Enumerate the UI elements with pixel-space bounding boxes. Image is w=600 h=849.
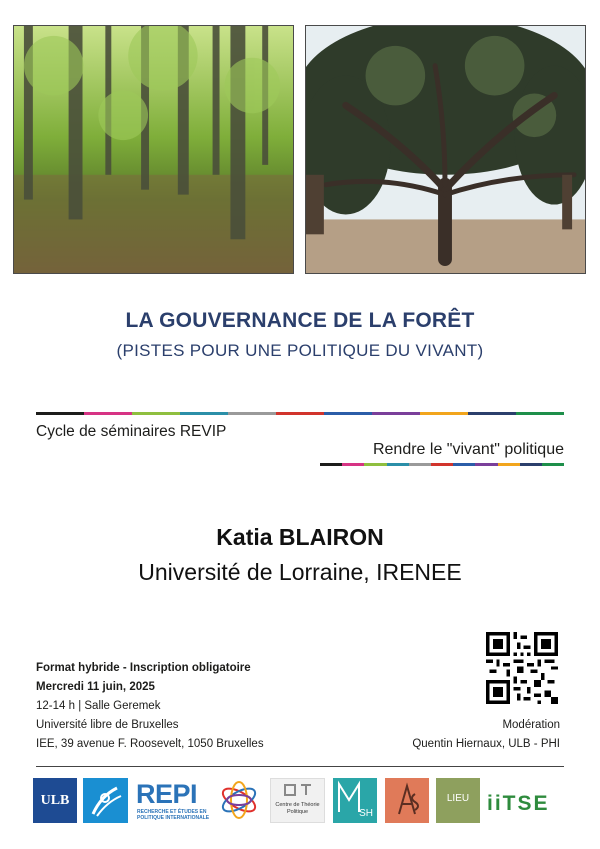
event-title: LA GOUVERNANCE DE LA FORÊT bbox=[125, 309, 475, 332]
moderator-name: Quentin Hiernaux, ULB - PHI bbox=[412, 738, 560, 750]
stripe-segment bbox=[520, 463, 542, 466]
event-address: IEE, 39 avenue F. Roosevelt, 1050 Bruxelles bbox=[36, 738, 264, 750]
msh-logo: SH bbox=[333, 778, 377, 823]
stripe-segment bbox=[516, 412, 564, 415]
stripe-segment bbox=[431, 463, 453, 466]
stripe-segment bbox=[320, 463, 342, 466]
color-stripe-bottom bbox=[320, 463, 564, 466]
stripe-segment bbox=[228, 412, 276, 415]
eas-logo bbox=[385, 778, 429, 823]
stripe-segment bbox=[84, 412, 132, 415]
seminar-theme: Rendre le "vivant" politique bbox=[372, 441, 564, 458]
ulb-mark-logo bbox=[83, 778, 128, 823]
moderation-label: Modération bbox=[502, 719, 560, 731]
color-stripe-top bbox=[36, 412, 564, 415]
seminar-cycle: Cycle de séminaires REVIP bbox=[36, 423, 227, 440]
oak-tree-photo bbox=[305, 25, 586, 274]
speaker-name: Katia BLAIRON bbox=[216, 524, 384, 550]
stripe-segment bbox=[372, 412, 420, 415]
stripe-segment bbox=[498, 463, 520, 466]
footer-divider bbox=[36, 766, 564, 767]
ctp-logo: Centre de Théorie Politique bbox=[270, 778, 325, 823]
event-date: Mercredi 11 juin, 2025 bbox=[36, 681, 155, 693]
stripe-segment bbox=[409, 463, 431, 466]
knot-logo bbox=[214, 778, 264, 823]
event-subtitle: (PISTES POUR UNE POLITIQUE DU VIVANT) bbox=[116, 341, 484, 360]
stripe-segment bbox=[453, 463, 475, 466]
stripe-segment bbox=[180, 412, 228, 415]
speaker-affiliation: Université de Lorraine, IRENEE bbox=[138, 559, 462, 585]
stripe-segment bbox=[387, 463, 409, 466]
event-format: Format hybride - Inscription obligatoire bbox=[36, 662, 251, 674]
stripe-segment bbox=[342, 463, 364, 466]
stripe-segment bbox=[132, 412, 180, 415]
repi-logo: REPI RECHERCHE ET ÉTUDES EN POLITIQUE INTERNATIONALE bbox=[136, 779, 210, 821]
stripe-segment bbox=[542, 463, 564, 466]
lieu-logo: LIEU bbox=[436, 778, 480, 823]
forest-photo bbox=[13, 25, 294, 274]
stripe-segment bbox=[364, 463, 386, 466]
stripe-segment bbox=[36, 412, 84, 415]
stripe-segment bbox=[475, 463, 497, 466]
event-university: Université libre de Bruxelles bbox=[36, 719, 179, 731]
stripe-segment bbox=[420, 412, 468, 415]
stripe-segment bbox=[324, 412, 372, 415]
event-time-room: 12-14 h | Salle Geremek bbox=[36, 700, 161, 712]
ulb-logo: ULB bbox=[33, 778, 77, 823]
qr-code[interactable] bbox=[486, 632, 558, 704]
iitse-logo: iiTSE bbox=[487, 792, 550, 815]
stripe-segment bbox=[468, 412, 516, 415]
stripe-segment bbox=[276, 412, 324, 415]
